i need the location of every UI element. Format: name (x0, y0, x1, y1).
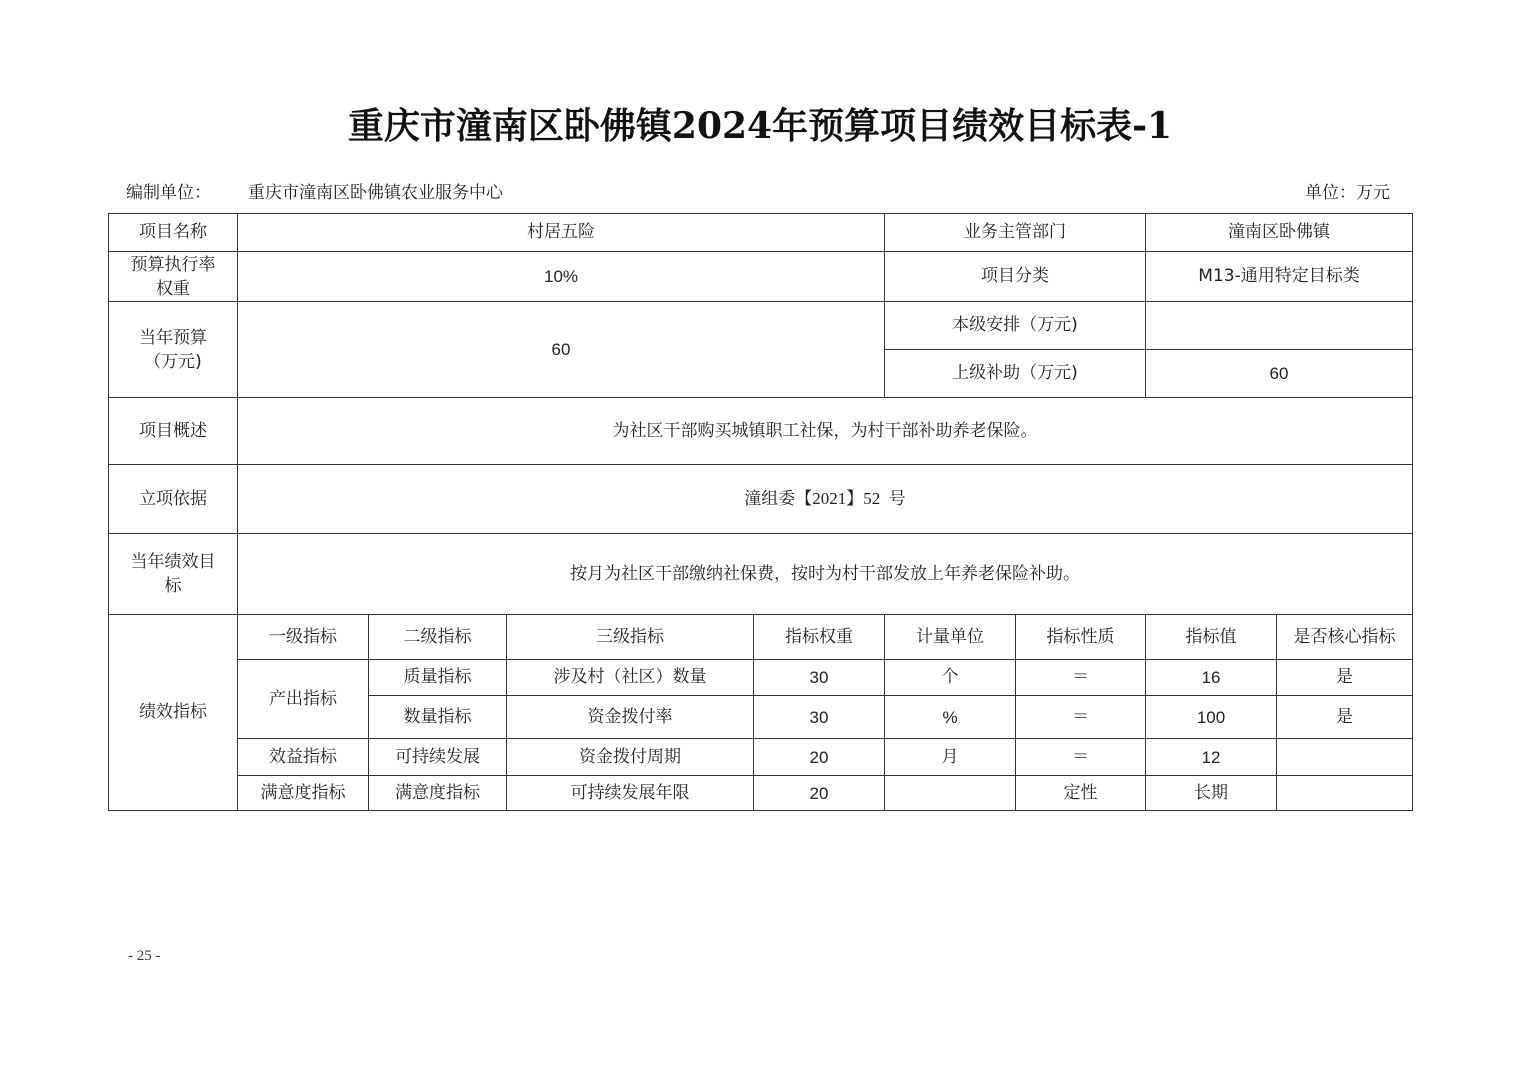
annual-budget-text: 当年预算（万元) (139, 327, 207, 372)
page-title: 重庆市潼南区卧佛镇2024年预算项目绩效目标表-1 (347, 105, 1173, 147)
indicator-weight: 30 (754, 660, 885, 696)
core-indicator: 是 (1277, 660, 1413, 696)
indicator-value: 长期 (1146, 776, 1277, 811)
indicators-section-label: 绩效指标 (109, 615, 238, 811)
level1-indicator: 效益指标 (238, 739, 369, 776)
annual-budget-value: 60 (238, 302, 885, 398)
budget-execution-weight-label (109, 252, 238, 302)
level2-indicator: 满意度指标 (369, 776, 507, 811)
level3-indicator: 涉及村（社区）数量 (507, 660, 754, 696)
indicator-unit: 个 (885, 660, 1016, 696)
indicator-value: 100 (1146, 696, 1277, 739)
project-category-label: 项目分类 (885, 252, 1146, 302)
department-label: 业务主管部门 (885, 214, 1146, 252)
indicator-value: 12 (1146, 739, 1277, 776)
column-header: 一级指标 (238, 615, 369, 660)
project-overview-label: 项目概述 (109, 398, 238, 465)
level2-indicator: 可持续发展 (369, 739, 507, 776)
compiling-unit-value: 重庆市潼南区卧佛镇农业服务中心 (248, 183, 503, 203)
annual-goal-text: 当年绩效目标 (130, 552, 216, 596)
indicator-nature: ＝ (1016, 739, 1146, 776)
budget-execution-weight-value: 10% (238, 252, 885, 302)
project-basis-text: 潼组委【2021】52 号 (744, 489, 906, 508)
core-indicator (1277, 739, 1413, 776)
performance-target-table (108, 213, 1413, 811)
local-allocation-value (1146, 302, 1413, 350)
column-header: 是否核心指标 (1277, 615, 1413, 660)
indicator-nature: ＝ (1016, 660, 1146, 696)
column-header: 指标权重 (754, 615, 885, 660)
level1-indicator: 产出指标 (238, 660, 369, 739)
project-overview-value: 为社区干部购买城镇职工社保，为村干部补助养老保险。 (238, 398, 1413, 465)
currency-unit: 单位：万元 (1305, 183, 1390, 203)
indicator-nature: ＝ (1016, 696, 1146, 739)
core-indicator (1277, 776, 1413, 811)
upper-subsidy-label: 上级补助（万元) (885, 350, 1146, 398)
indicator-weight: 20 (754, 776, 885, 811)
level3-indicator: 资金拨付率 (507, 696, 754, 739)
compiling-unit-label: 编制单位： (126, 183, 211, 203)
annual-goal-label (109, 534, 238, 615)
upper-subsidy-value: 60 (1146, 350, 1413, 398)
column-header: 二级指标 (369, 615, 507, 660)
project-basis-label: 立项依据 (109, 465, 238, 534)
indicator-unit (885, 776, 1016, 811)
column-header: 三级指标 (507, 615, 754, 660)
indicator-weight: 30 (754, 696, 885, 739)
column-header: 计量单位 (885, 615, 1016, 660)
page-number: - 25 - (128, 948, 161, 964)
column-header: 指标性质 (1016, 615, 1146, 660)
level3-indicator: 资金拨付周期 (507, 739, 754, 776)
indicator-unit: % (885, 696, 1016, 739)
indicator-value: 16 (1146, 660, 1277, 696)
project-name-value: 村居五险 (238, 214, 885, 252)
project-basis-value (238, 465, 1413, 534)
annual-budget-label (109, 302, 238, 398)
indicator-weight: 20 (754, 739, 885, 776)
project-name-label: 项目名称 (109, 214, 238, 252)
level1-indicator: 满意度指标 (238, 776, 369, 811)
project-category-value: M13-通用特定目标类 (1146, 252, 1413, 302)
annual-goal-value: 按月为社区干部缴纳社保费，按时为村干部发放上年养老保险补助。 (238, 534, 1413, 615)
core-indicator: 是 (1277, 696, 1413, 739)
department-value: 潼南区卧佛镇 (1146, 214, 1413, 252)
level2-indicator: 质量指标 (369, 660, 507, 696)
level2-indicator: 数量指标 (369, 696, 507, 739)
local-allocation-label: 本级安排（万元) (885, 302, 1146, 350)
indicator-nature: 定性 (1016, 776, 1146, 811)
column-header: 指标值 (1146, 615, 1277, 660)
budget-execution-weight-text: 预算执行率权重 (130, 254, 216, 299)
indicator-unit: 月 (885, 739, 1016, 776)
level3-indicator: 可持续发展年限 (507, 776, 754, 811)
